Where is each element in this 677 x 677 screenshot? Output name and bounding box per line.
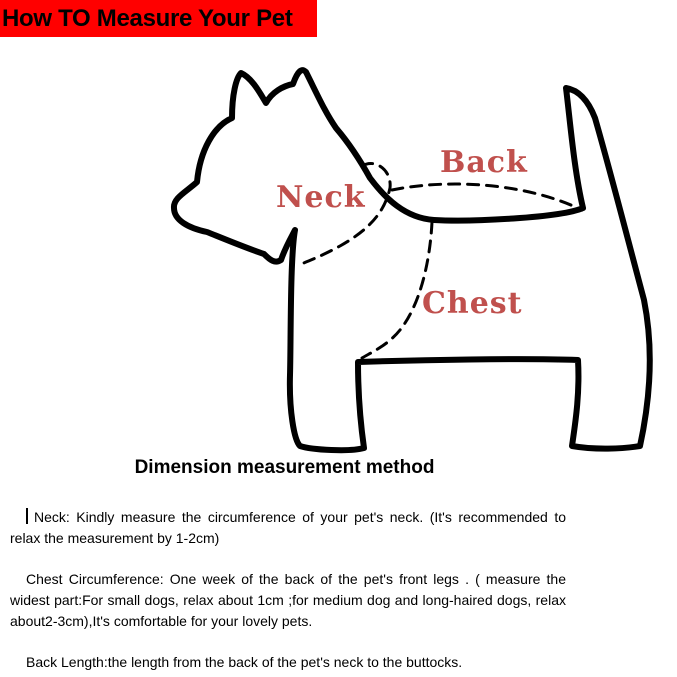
section-heading: Dimension measurement method (134, 457, 435, 478)
back-instruction (10, 652, 566, 673)
chest-instruction (10, 569, 566, 632)
chest-label: Chest (422, 286, 523, 321)
page-title: How TO Measure Your Pet (2, 5, 293, 32)
back-measure-line (392, 184, 582, 210)
neck-instruction (10, 507, 566, 549)
back-instruction-text: Back Length:the length from the back of the pet's neck to the buttocks. (26, 654, 463, 670)
back-label: Back (440, 145, 528, 180)
neck-instruction-text: Neck: Kindly measure the circumference of your pet's neck. (It's recommended to relax the measurement by 1-2cm) (10, 509, 566, 546)
neck-label: Neck (276, 180, 366, 215)
chest-instruction-text: Chest Circumference: One week of the back of the pet's front legs . ( measure the widest part:For small dogs, relax about 1cm ;for medium dog and long-haired dogs, relax about2-3cm),It's comfortable for your lovely pets. (10, 571, 566, 629)
dog-silhouette (174, 70, 650, 450)
text-cursor-icon (26, 508, 28, 524)
